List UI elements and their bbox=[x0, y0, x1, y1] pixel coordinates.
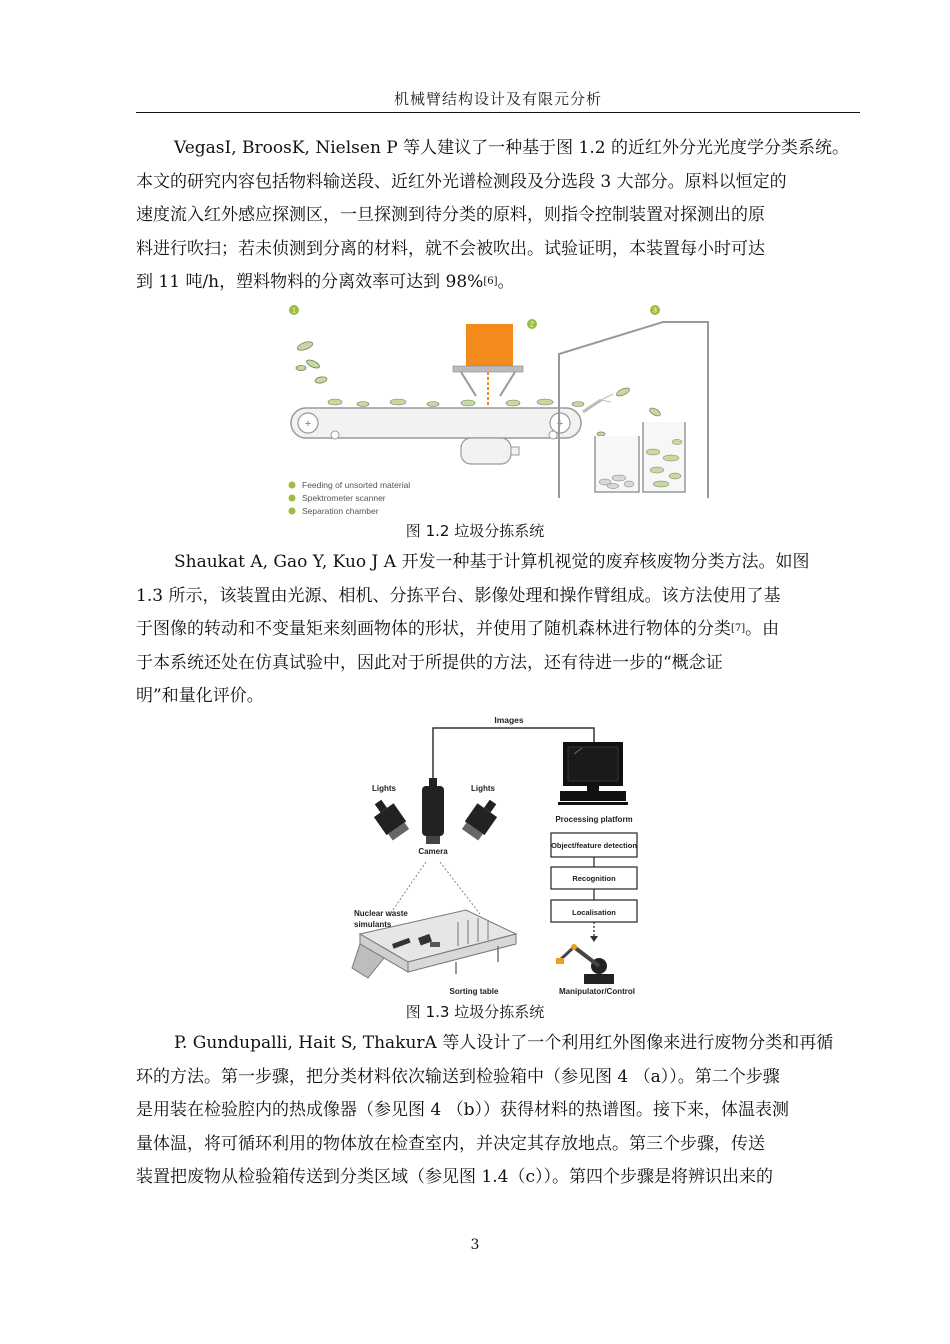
paragraph-line: 1.3 所示，该装置由光源、相机、分拣平台、影像处理和操作臂组成。该方法使用了基 bbox=[136, 585, 781, 606]
paragraph-line: 。由 bbox=[745, 619, 780, 639]
right-light-icon bbox=[460, 795, 503, 842]
lights-right-label: Lights bbox=[471, 784, 495, 793]
sorting-table-label: Sorting table bbox=[449, 987, 499, 996]
marker-1: 1 bbox=[292, 307, 296, 315]
conveyor-motor bbox=[461, 438, 511, 464]
citation: [7] bbox=[731, 623, 746, 634]
page-number: 3 bbox=[470, 1237, 480, 1253]
nuclear-label-1: Nuclear waste bbox=[354, 909, 408, 918]
paragraph-line: P. Gundupalli, Hait S, ThakurA 等人设计了一个利用红外图像来进行废物分类和再循 bbox=[174, 1033, 834, 1053]
paragraph-line: 明”和量化评价。 bbox=[136, 686, 264, 706]
paragraph-line: VegasI, BroosK, Nielsen P 等人建议了一种基于图 1.2 的近红外分光光度学分类系统。 bbox=[174, 138, 849, 158]
recognition-label: Recognition bbox=[572, 874, 616, 883]
paragraph-line: 装置把废物从检验箱传送到分类区域（参见图 1.4（c））。第四个步骤是将辨识出来的 bbox=[136, 1167, 773, 1187]
marker-3: 3 bbox=[653, 307, 657, 315]
nuclear-label-2: simulants bbox=[354, 920, 392, 929]
lights-left-label: Lights bbox=[372, 784, 396, 793]
legend-item: Separation chamber bbox=[302, 506, 379, 516]
paragraph-2 bbox=[136, 546, 860, 714]
running-header: 机械臂结构设计及有限元分析 bbox=[393, 90, 602, 108]
paragraph-line: 料进行吹扫；若未侦测到分离的材料，就不会被吹出。试验证明，本装置每小时可达 bbox=[136, 238, 765, 259]
paragraph-line: 速度流入红外感应探测区，一旦探测到待分类的原料，则指令控制装置对探测出的原 bbox=[136, 205, 765, 225]
detection-label: Object/feature detection bbox=[551, 841, 637, 850]
robot-arm-icon bbox=[556, 944, 614, 984]
localisation-label: Localisation bbox=[572, 908, 616, 917]
figure-1-3-caption: 图 1.3 垃圾分拣系统 bbox=[405, 1003, 545, 1021]
figure-1-2-caption: 图 1.2 垃圾分拣系统 bbox=[405, 522, 545, 540]
camera-label: Camera bbox=[418, 847, 448, 856]
paragraph-line: 是用装在检验腔内的热成像器（参见图 4 （b））获得材料的热谱图。接下来，体温表测 bbox=[136, 1100, 790, 1120]
paragraph-line: Shaukat A, Gao Y, Kuo J A 开发一种基于计算机视觉的废弃核废物分类方法。如图 bbox=[174, 552, 810, 572]
header-rule bbox=[136, 112, 860, 113]
svg-text:+: + bbox=[556, 418, 564, 430]
monitor-icon bbox=[558, 742, 628, 805]
citation: [6] bbox=[483, 276, 498, 287]
images-label: Images bbox=[494, 715, 524, 725]
left-light-icon bbox=[368, 795, 411, 842]
paragraph-1 bbox=[136, 132, 860, 300]
spectrometer-box bbox=[466, 324, 513, 366]
legend-item: Spektrometer scanner bbox=[302, 493, 386, 503]
figure-1-3-diagram bbox=[348, 712, 648, 1000]
belt-material-icon bbox=[328, 399, 584, 407]
camera-icon bbox=[422, 778, 444, 844]
legend-item: Feeding of unsorted material bbox=[302, 480, 411, 490]
paragraph-end: 。 bbox=[497, 272, 515, 292]
paragraph-line: 环的方法。第一步骤，把分类材料依次输送到检验箱中（参见图 4 （a））。第二个步骤 bbox=[136, 1066, 780, 1087]
marker-2: 2 bbox=[530, 321, 534, 329]
svg-text:+: + bbox=[304, 418, 312, 430]
paragraph-line: 于图像的转动和不变量矩来刻画物体的形状，并使用了随机森林进行物体的分类 bbox=[136, 619, 731, 639]
paragraph-line: 本文的研究内容包括物料输送段、近红外光谱检测段及分选段 3 大部分。原料以恒定的 bbox=[136, 171, 787, 192]
figure-1-2-diagram bbox=[283, 302, 711, 518]
paragraph-line: 到 11 吨/h，塑料物料的分离效率可达到 98% bbox=[136, 272, 484, 292]
falling-material-icon bbox=[296, 340, 327, 384]
paragraph-line: 量体温，将可循环利用的物体放在检查室内，并决定其存放地点。第三个步骤，传送 bbox=[136, 1133, 765, 1154]
processing-label: Processing platform bbox=[555, 815, 633, 824]
paragraph-line: 于本系统还处在仿真试验中，因此对于所提供的方法，还有待进一步的“概念证 bbox=[136, 652, 723, 673]
paragraph-3 bbox=[136, 1027, 860, 1195]
manipulator-label: Manipulator/Control bbox=[559, 987, 635, 996]
